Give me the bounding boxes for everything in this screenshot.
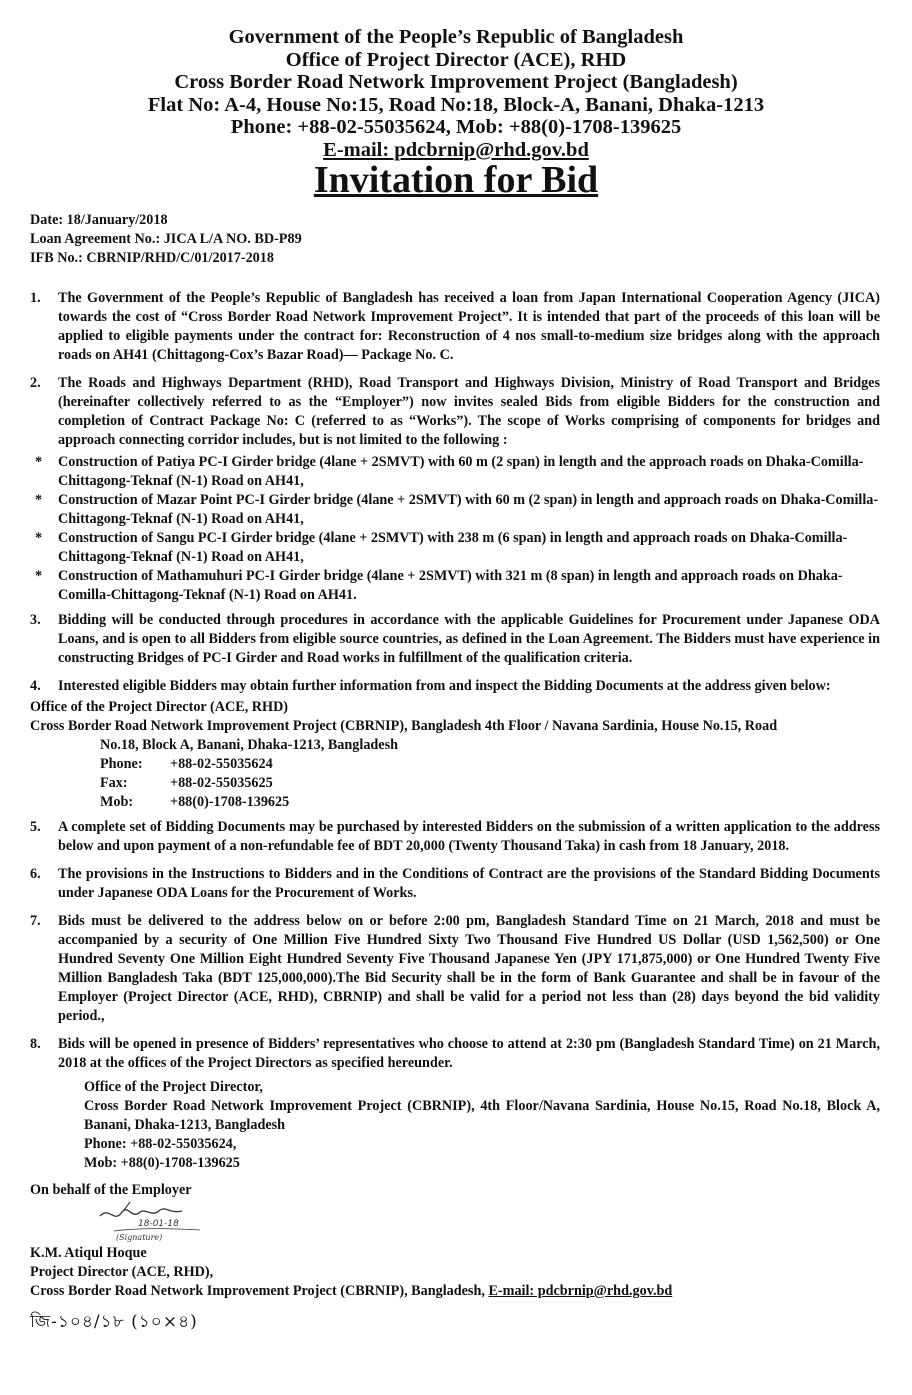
- paragraph-text: Bidding will be conducted through procedures in accordance with the applicable Guidelines for Procurement under Japanese ODA Loans, and is open to all Bidders from eligible source countries, as defined in the Loan Agreement. The Bidders must have experience in constructing Bridges of PC-I Girder and Road works in fulfillment of the qualification criteria.: [58, 612, 880, 666]
- contact-mob: [100, 793, 880, 812]
- address-mob: Mob: +88(0)-1708-139625: [84, 1155, 240, 1171]
- bullet-star: *: [35, 492, 43, 508]
- paragraph-text: The provisions in the Instructions to Bidders and in the Conditions of Contract are the provisions of the Standard Bidding Documents under Japanese ODA Loans for the Procurement of Works.: [58, 866, 880, 901]
- contact-value: +88(0)-1708-139625: [170, 794, 290, 810]
- paragraph-number: 2.: [30, 375, 41, 391]
- address-office: Office of the Project Director,: [84, 1079, 263, 1095]
- paragraph-1: [30, 289, 880, 365]
- inspection-address: [30, 698, 880, 812]
- contact-label: Fax:: [100, 775, 128, 791]
- signature-caption: (Signature): [116, 1233, 163, 1242]
- paragraph-number: 8.: [30, 1036, 41, 1052]
- header-project: Cross Border Road Network Improvement Project (Bangladesh): [174, 71, 738, 93]
- contact-value: +88-02-55035625: [170, 775, 273, 791]
- cropped-top-strip: [0, 0, 912, 6]
- contact-fax: [100, 774, 880, 793]
- paragraph-text: Bids must be delivered to the address below on or before 2:00 pm, Bangladesh Standard Time on 21 March, 2018 and must be accompanied by a security of One Million Five Hundred Sixty Two Thousand Five Hundred US Dollar (USD 1,562,500) or One Hundred Seventy One Million Eight Hundred Seventy Five Thousand Japanese Yen (JPY 171,875,000) or One Hundred Twenty Five Million Bangladesh Taka (BDT 125,000,000).The Bid Security shall be in the form of Bank Guarantee and shall be in favour of the Employer (Project Director (ACE, RHD), CBRNIP) and shall be valid for a period not less than (28) days beyond the bid validity period.,: [58, 913, 880, 1024]
- signer-name: K.M. Atiqul Hoque: [30, 1245, 147, 1261]
- paragraph-number: 7.: [30, 913, 41, 929]
- handwritten-signature: [96, 1200, 226, 1244]
- bid-opening-address: [30, 1078, 880, 1173]
- paragraph-text: The Roads and Highways Department (RHD), Road Transport and Highways Division, Ministry of Road Transport and Bridges (hereinafter collectively referred to as the “Employer”) now invites sealed Bids from eligible Bidders for the construction and completion of Contract Package No: C (referred to as “Works”). The scope of Works comprising of components for bridges and approach connecting corridor includes, but is not limited to the following :: [58, 375, 880, 448]
- bullet-star: *: [35, 568, 43, 584]
- header-email: E-mail: pdcbrnip@rhd.gov.bd: [323, 138, 589, 161]
- paragraph-6: [30, 865, 880, 903]
- meta-loan: Loan Agreement No.: JICA L/A NO. BD-P89: [30, 231, 302, 247]
- signer-block: [30, 1244, 880, 1301]
- paragraph-8: [30, 1035, 880, 1073]
- list-item: [30, 567, 880, 605]
- bullet-star: *: [35, 454, 43, 470]
- signature-date: 18-01-18: [138, 1219, 179, 1229]
- paragraph-number: 6.: [30, 866, 41, 882]
- works-list: [30, 453, 880, 605]
- list-item-text: Construction of Mathamuhuri PC-I Girder bridge (4lane + 2SMVT) with 321 m (8 span) in length and approach roads on Dhaka-Comilla-Chittagong-Teknaf (N-1) Road on AH41.: [58, 568, 843, 603]
- address-line: Cross Border Road Network Improvement Project (CBRNIP), 4th Floor/Navana Sardinia, House No.15, Road No.18, Block A, Banani, Dhaka-1213, Bangladesh: [84, 1098, 880, 1133]
- paragraph-3: [30, 611, 880, 668]
- paragraph-text: A complete set of Bidding Documents may be purchased by interested Bidders on the submission of a written application to the address below and upon payment of a non-refundable fee of BDT 20,000 (Twenty Thousand Taka) in cash from 18 January, 2018.: [58, 819, 880, 854]
- list-item-text: Construction of Patiya PC-I Girder bridge (4lane + 2SMVT) with 60 m (2 span) in length and the approach roads on Dhaka-Comilla-Chittagong-Teknaf (N-1) Road on AH41,: [58, 454, 864, 489]
- header-address: Flat No: A-4, House No:15, Road No:18, Block-A, Banani, Dhaka-1213: [147, 93, 765, 116]
- signer-project: Cross Border Road Network Improvement Project (CBRNIP), Bangladesh,: [30, 1283, 485, 1299]
- paragraph-7: [30, 912, 880, 1026]
- address-line: No.18, Block A, Banani, Dhaka-1213, Bangladesh: [100, 737, 399, 753]
- paragraph-5: [30, 818, 880, 856]
- address-phone: Phone: +88-02-55035624,: [84, 1136, 237, 1152]
- paragraph-number: 3.: [30, 612, 41, 628]
- meta-date: Date: 18/January/2018: [30, 212, 168, 228]
- contact-phone: [100, 755, 880, 774]
- header-office: Office of Project Director (ACE), RHD: [285, 48, 627, 71]
- paragraph-2: [30, 374, 880, 450]
- address-office: Office of the Project Director (ACE, RHD): [30, 699, 289, 715]
- contact-label: Phone:: [100, 756, 143, 772]
- paragraph-text: Interested eligible Bidders may obtain further information from and inspect the Bidding Documents at the address given below:: [58, 678, 831, 694]
- meta-ifb: IFB No.: CBRNIP/RHD/C/01/2017-2018: [30, 250, 274, 266]
- paragraph-text: The Government of the People’s Republic of Bangladesh has received a loan from Japan International Cooperation Agency (JICA) towards the cost of “Cross Border Road Network Improvement Project”. It is intended that part of the proceeds of this loan will be applied to eligible payments under the contract for: Reconstruction of 4 nos small-to-medium size bridges along with the approach roads on AH41 (Chittagong-Cox’s Bazar Road)— Package No. C.: [58, 290, 880, 363]
- bullet-star: *: [35, 530, 43, 546]
- paragraph-4: [30, 677, 880, 696]
- list-item-text: Construction of Mazar Point PC-I Girder bridge (4lane + 2SMVT) with 60 m (2 span) in length and approach roads on Dhaka-Comilla-Chittagong-Teknaf (N-1) Road on AH41,: [58, 492, 879, 527]
- paragraph-number: 5.: [30, 819, 41, 835]
- address-line: Cross Border Road Network Improvement Project (CBRNIP), Bangladesh 4th Floor / Navana Sardinia, House No.15, Road: [30, 718, 778, 734]
- list-item: [30, 491, 880, 529]
- on-behalf-line: On behalf of the Employer: [30, 1182, 192, 1198]
- signature: [96, 1200, 226, 1244]
- document-body: [30, 289, 880, 1332]
- list-item: [30, 453, 880, 491]
- header-phone: Phone: +88-02-55035624, Mob: +88(0)-1708-139625: [230, 116, 682, 138]
- signer-project-line: [30, 1282, 880, 1301]
- list-item-text: Construction of Sangu PC-I Girder bridge (4lane + 2SMVT) with 238 m (6 span) in length and approach roads on Dhaka-Comilla-Chittagong-Teknaf (N-1) Road on AH41,: [58, 530, 848, 565]
- signer-email: E-mail: pdcbrnip@rhd.gov.bd: [488, 1283, 673, 1299]
- header-government: Government of the People’s Republic of Bangladesh: [228, 26, 684, 48]
- contact-value: +88-02-55035624: [170, 756, 273, 772]
- paragraph-number: 4.: [30, 678, 41, 694]
- publication-reference: জি-১০৪/১৮ (১০×৪): [30, 1312, 198, 1332]
- document-title: Invitation for Bid: [313, 159, 599, 201]
- letterhead: [0, 26, 912, 161]
- signer-position: Project Director (ACE, RHD),: [30, 1264, 214, 1280]
- paragraph-number: 1.: [30, 290, 41, 306]
- list-item: [30, 529, 880, 567]
- paragraph-text: Bids will be opened in presence of Bidders’ representatives who choose to attend at 2:30 pm (Bangladesh Standard Time) on 21 March, 2018 at the offices of the Project Directors as specified hereunder.: [58, 1036, 880, 1071]
- bid-meta: [30, 211, 302, 268]
- contact-label: Mob:: [100, 794, 134, 810]
